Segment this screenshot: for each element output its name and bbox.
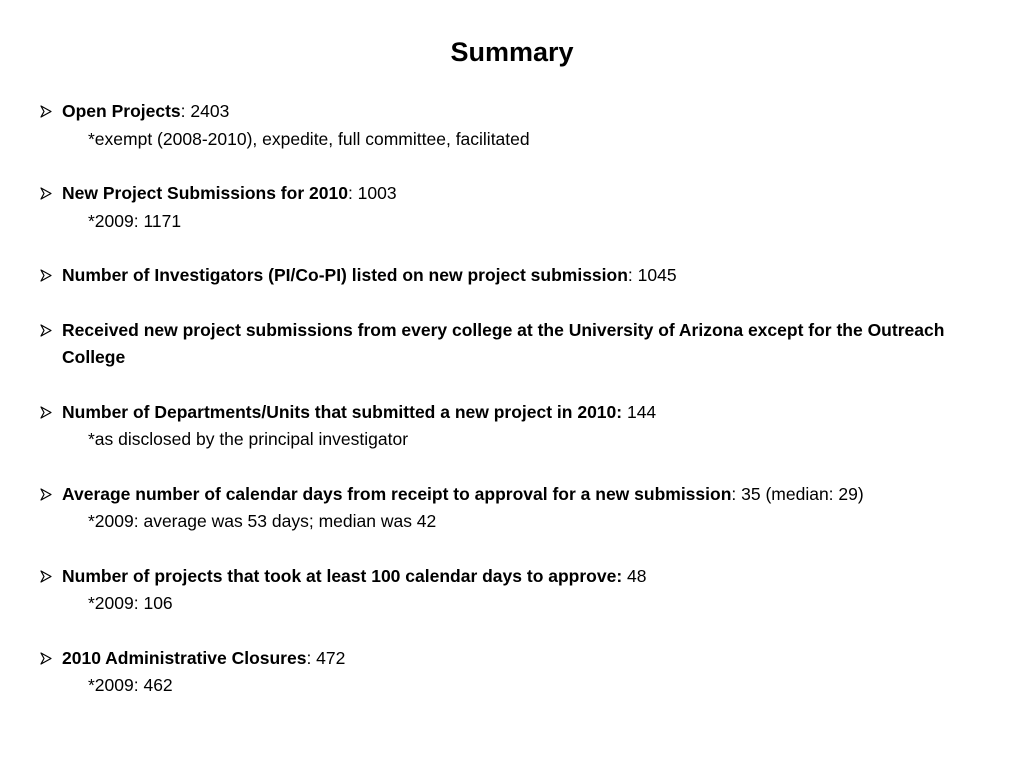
bullet-new-submissions	[38, 180, 998, 235]
bullet-note: *2009: 462	[88, 675, 173, 695]
bullet-note: *2009: average was 53 days; median was 42	[88, 511, 437, 531]
bullet-closures	[38, 645, 998, 700]
bullet-value: 144	[622, 401, 657, 422]
bullet-label: Received new project submissions from every college at the University of Arizona except for the Outreach College	[62, 319, 945, 367]
bullet-departments	[38, 399, 998, 454]
bullet-main-line	[62, 645, 998, 673]
arrow-bullet-icon	[38, 180, 56, 208]
bullet-investigators	[38, 262, 998, 290]
bullet-open-projects	[38, 98, 998, 153]
bullet-main-line	[62, 481, 998, 509]
bullet-label: Open Projects	[62, 101, 181, 121]
bullet-value: : 1045	[627, 265, 677, 285]
bullet-value: : 35 (median: 29)	[731, 483, 864, 504]
arrow-bullet-icon	[38, 645, 56, 673]
bullet-value: : 1003	[347, 183, 397, 203]
bullet-100-days	[38, 563, 998, 618]
bullet-main-line	[62, 399, 998, 427]
bullet-main-line	[62, 180, 998, 208]
bullet-value: : 2403	[180, 101, 230, 121]
arrow-bullet-icon	[38, 317, 56, 345]
arrow-bullet-icon	[38, 98, 56, 126]
bullet-main-line	[62, 317, 998, 372]
bullet-label: New Project Submissions for 2010	[62, 183, 348, 203]
bullet-note: *2009: 1171	[88, 210, 182, 231]
bullet-label: Average number of calendar days from receipt to approval for a new submission	[62, 483, 732, 504]
bullet-label: 2010 Administrative Closures	[62, 647, 307, 668]
bullet-label: Number of projects that took at least 100 calendar days to approve:	[62, 565, 623, 586]
bullet-label: Number of Departments/Units that submitted a new project in 2010:	[62, 401, 623, 422]
bullet-value: : 472	[306, 647, 346, 668]
bullet-value: 48	[622, 565, 647, 586]
bullet-note: *exempt (2008-2010), expedite, full committee, facilitated	[88, 128, 530, 149]
arrow-bullet-icon	[38, 399, 56, 427]
arrow-bullet-icon	[38, 563, 56, 591]
bullet-main-line	[62, 262, 998, 290]
bullet-note: *2009: 106	[88, 593, 173, 613]
bullet-main-line	[62, 563, 998, 591]
bullet-average-days	[38, 481, 998, 536]
bullet-label: Number of Investigators (PI/Co-PI) listed on new project submission	[62, 265, 628, 285]
bullet-every-college	[38, 317, 998, 372]
summary-bullet-list	[38, 98, 998, 727]
bullet-main-line	[62, 98, 998, 126]
arrow-bullet-icon	[38, 481, 56, 509]
arrow-bullet-icon	[38, 262, 56, 290]
bullet-note: *as disclosed by the principal investigator	[88, 429, 409, 449]
slide-title: Summary	[450, 37, 574, 67]
